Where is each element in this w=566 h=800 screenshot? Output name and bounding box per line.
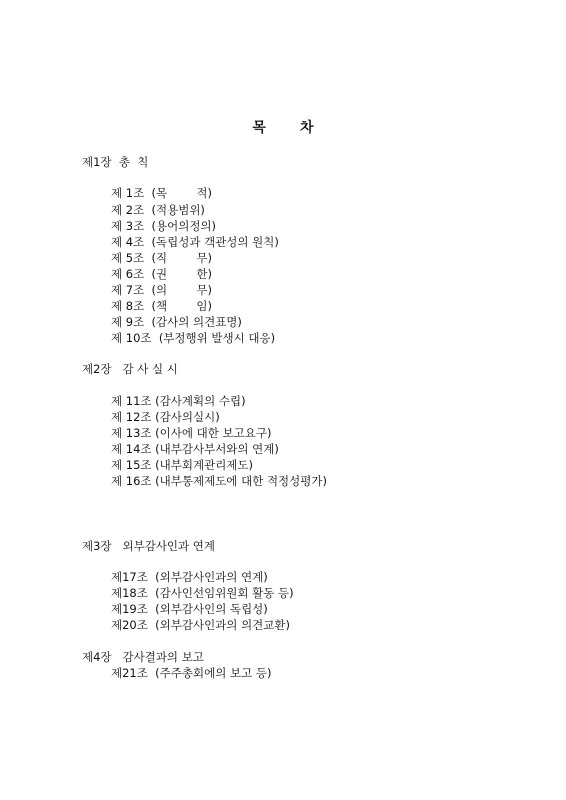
- chapter-3-title: 제3장 외부감사인과 연계: [82, 539, 216, 553]
- toc-title: 목 차: [252, 120, 314, 136]
- article-item: 제 14조 (내부감사부서와의 연계): [111, 442, 279, 456]
- article-item: 제17조 (외부감사인과의 연계): [111, 570, 268, 584]
- chapter-2-title: 제2장 감 사 실 시: [82, 362, 178, 376]
- article-item: 제 8조 (책 임): [111, 299, 212, 313]
- article-item: 제 10조 (부정행위 발생시 대응): [111, 331, 276, 345]
- article-item: 제 15조 (내부회계관리제도): [111, 458, 254, 472]
- article-item: 제 6조 (권 한): [111, 267, 212, 281]
- chapter-4-title: 제4장 감사결과의 보고: [82, 650, 204, 664]
- article-item: 제18조 (감사인선임위원회 활동 등): [111, 586, 294, 600]
- article-item: 제 1조 (목 적): [111, 186, 212, 200]
- article-item: 제 11조 (감사계획의 수립): [111, 394, 246, 408]
- article-item: 제20조 (외부감사인과의 의견교환): [111, 618, 290, 632]
- article-item: 제 9조 (감사의 의견표명): [111, 315, 242, 329]
- article-item: 제 7조 (의 무): [111, 283, 212, 297]
- article-item: 제 4조 (독립성과 객관성의 원칙): [111, 235, 279, 249]
- article-item: 제 12조 (감사의실시): [111, 410, 220, 424]
- article-item: 제 2조 (적용범위): [111, 203, 205, 217]
- article-item: 제19조 (외부감사인의 독립성): [111, 602, 268, 616]
- article-item: 제 13조 (이사에 대한 보고요구): [111, 426, 272, 440]
- article-item: 제 16조 (내부통제제도에 대한 적정성평가): [111, 474, 327, 488]
- article-item: 제 5조 (직 무): [111, 251, 212, 265]
- article-item: 제21조 (주주총회에의 보고 등): [111, 666, 272, 680]
- article-item: 제 3조 (용어의정의): [111, 219, 217, 233]
- chapter-1-title: 제1장 총 칙: [82, 155, 149, 169]
